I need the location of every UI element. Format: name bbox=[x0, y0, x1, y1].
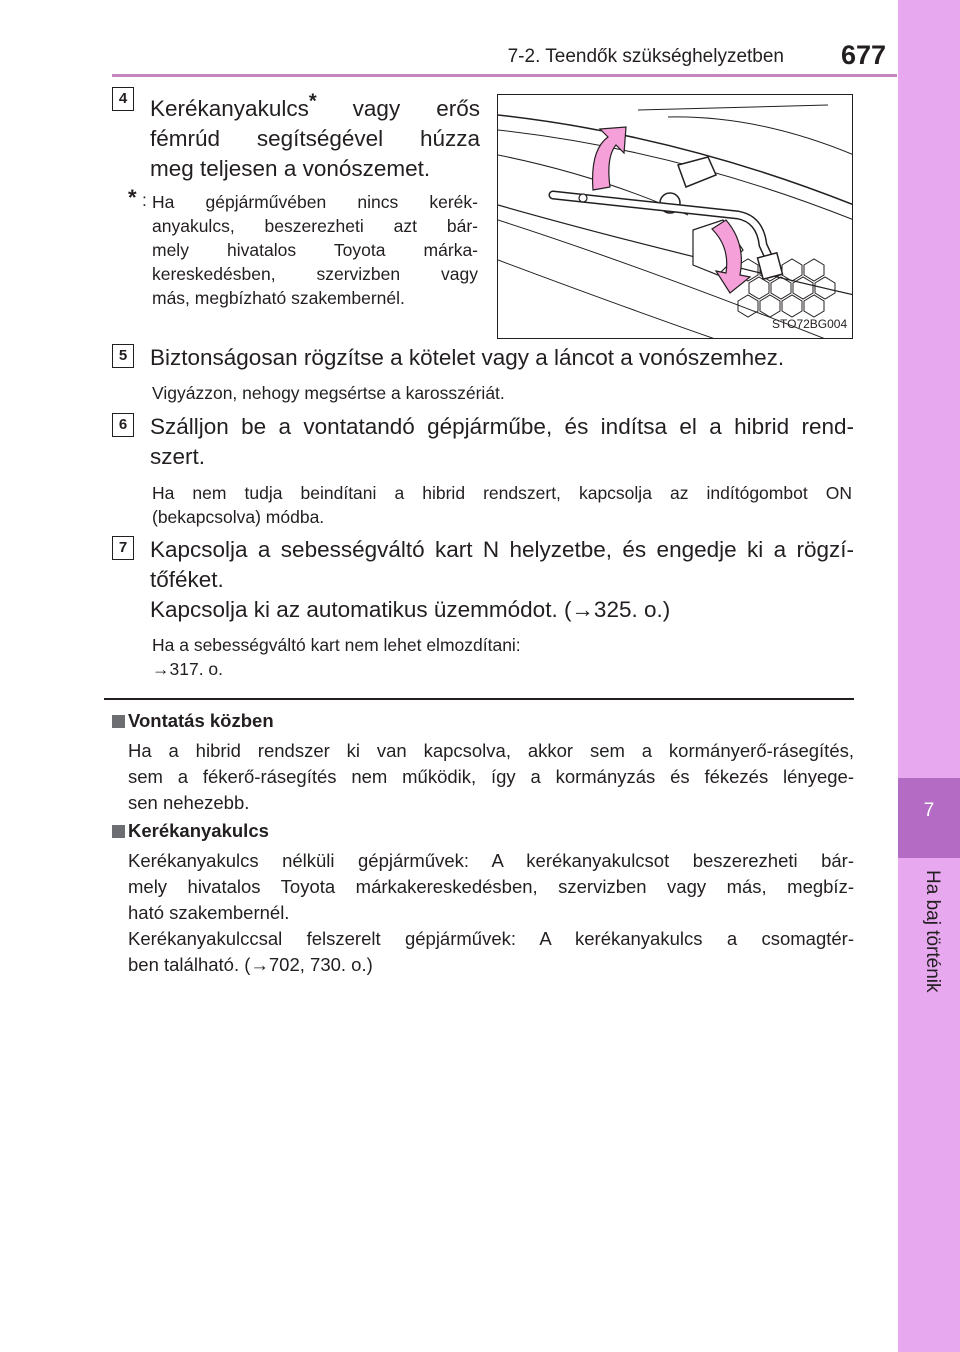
note-line: Kerékanyakulccsal felszerelt gépjárművek: A kerékanyakulcs a csomagtér- bbox=[128, 928, 854, 949]
step-7-text bbox=[150, 535, 854, 625]
section-divider bbox=[104, 698, 854, 700]
asterisk-mark: * bbox=[308, 90, 317, 112]
note-line: ben található. (→702, 730. o.) bbox=[128, 954, 373, 975]
chapter-side-tab bbox=[898, 0, 960, 1352]
step-7-line: Kapcsolja a sebességváltó kart N helyzetbe, és engedje ki a rögzí- bbox=[150, 537, 854, 562]
illustration-svg bbox=[498, 95, 853, 339]
header-divider bbox=[112, 74, 897, 77]
figure-code: STO72BG004 bbox=[772, 317, 848, 331]
footnote-line: kereskedésben, szervizben vagy bbox=[152, 264, 478, 284]
note-line: sem a fékerő-rásegítés nem működik, így a kormányzás és fékezés lényege- bbox=[128, 766, 854, 787]
note-line: mely hivatalos Toyota márkakereskedésben, szervizben vagy más, megbíz- bbox=[128, 876, 854, 897]
step-number-6: 6 bbox=[112, 413, 134, 437]
step-6-note bbox=[152, 481, 852, 529]
step-4-line-3: meg teljesen a vonószemet. bbox=[150, 155, 431, 181]
step-4-line-2: fémrúd segítségével húzza bbox=[150, 125, 480, 151]
note-body bbox=[128, 738, 854, 816]
section-title: 7-2. Teendők szükséghelyzetben bbox=[507, 46, 784, 67]
footnote-line: mely hivatalos Toyota márka- bbox=[152, 240, 478, 260]
footnote-asterisk: * bbox=[128, 185, 137, 210]
step-number-5: 5 bbox=[112, 344, 134, 368]
chapter-title: Ha baj történik bbox=[922, 870, 943, 993]
step-7-line: Kapcsolja ki az automatikus üzemmódot. (→325. o.) bbox=[150, 597, 671, 622]
step-7-note-line: →317. o. bbox=[152, 659, 224, 679]
step-4-term-alt: vagy erős bbox=[352, 95, 480, 121]
footnote-line: anyakulcs, beszerezheti azt bár- bbox=[152, 216, 478, 236]
note-heading: Kerékanyakulcs bbox=[128, 820, 269, 841]
step-4-text bbox=[150, 86, 480, 184]
step-4-footnote bbox=[152, 190, 478, 310]
step-6-line: szert. bbox=[150, 444, 206, 469]
note-line: sen nehezebb. bbox=[128, 792, 250, 813]
step-number-4: 4 bbox=[112, 87, 134, 111]
step-4-term: Kerékanyakulcs bbox=[150, 95, 309, 121]
step-7-note bbox=[152, 633, 852, 681]
step-5-text: Biztonságosan rögzítse a kötelet vagy a láncot a vonószemhez. bbox=[150, 345, 785, 370]
step-6-note-line: Ha nem tudja beindítani a hibrid rendszert, kapcsolja az indítógombot ON bbox=[152, 483, 852, 503]
step-5-note: Vigyázzon, nehogy megsértse a karosszériát. bbox=[152, 383, 505, 403]
note-body bbox=[128, 848, 854, 978]
chapter-number: 7 bbox=[923, 800, 935, 821]
step-number-7: 7 bbox=[112, 536, 134, 560]
square-bullet-icon bbox=[112, 825, 125, 838]
page-number: 677 bbox=[840, 40, 886, 70]
step-7-note-line: Ha a sebességváltó kart nem lehet elmozdítani: bbox=[152, 635, 521, 655]
footnote-colon: : bbox=[142, 190, 147, 210]
note-line: Ha a hibrid rendszer ki van kapcsolva, akkor sem a kormányerő-rásegítés, bbox=[128, 740, 854, 761]
note-heading: Vontatás közben bbox=[128, 710, 274, 731]
note-line: Kerékanyakulcs nélküli gépjárművek: A kerékanyakulcsot beszerezheti bár- bbox=[128, 850, 854, 871]
towing-eye-illustration bbox=[497, 94, 853, 339]
square-bullet-icon bbox=[112, 715, 125, 728]
footnote-line: Ha gépjárművében nincs kerék- bbox=[152, 192, 478, 212]
step-6-note-line: (bekapcsolva) módba. bbox=[152, 507, 325, 527]
footnote-line: más, megbízható szakembernél. bbox=[152, 288, 405, 308]
step-4-line-1 bbox=[150, 86, 480, 124]
step-6-text bbox=[150, 412, 854, 472]
step-6-line: Szálljon be a vontatandó gépjárműbe, és indítsa el a hibrid rend- bbox=[150, 414, 854, 439]
note-line: ható szakembernél. bbox=[128, 902, 290, 923]
step-7-line: tőféket. bbox=[150, 567, 224, 592]
